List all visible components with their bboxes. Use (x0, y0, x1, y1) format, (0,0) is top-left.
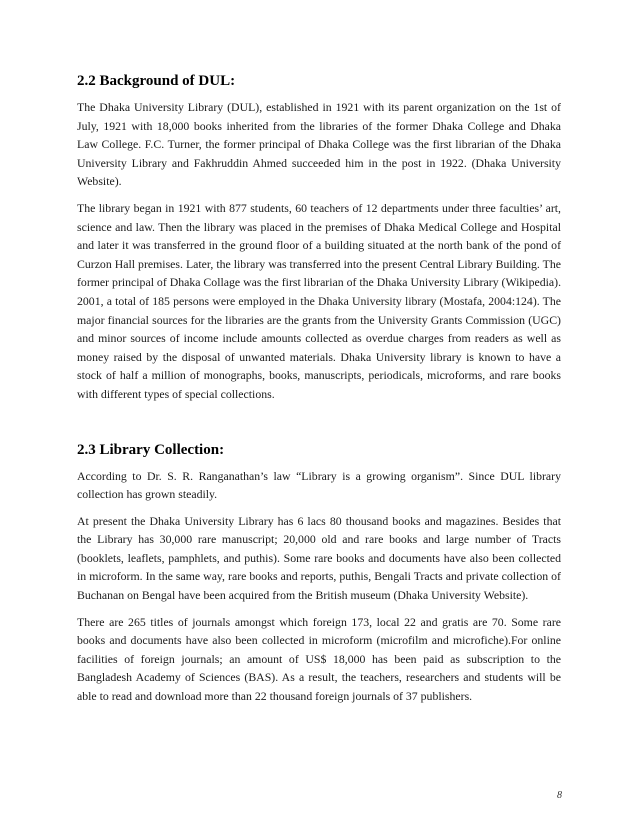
paragraph: According to Dr. S. R. Ranganathan’s law “Library is a growing organism”. Since DUL library collection has grown steadily. (77, 468, 561, 502)
section-background-of-dul (77, 72, 561, 404)
paragraph: The Dhaka University Library (DUL), established in 1921 with its parent organization on the 1st of July, 1921 with 18,000 books inherited from the libraries of the former Dhaka College and Dhaka Law College. F.C. Turner, the former principal of Dhaka College was the first librarian of the Dhaka University Library and Fakhruddin Ahmed succeeded him in the post in 1922. (Dhaka University Website). (77, 100, 561, 189)
section-heading: 2.3 Library Collection: (77, 441, 225, 458)
section-library-collection (77, 441, 561, 706)
section-heading: 2.2 Background of DUL: (77, 73, 236, 89)
paragraph: The library began in 1921 with 877 students, 60 teachers of 12 departments under three faculties’ art, science and law. Then the library was placed in the premises of Dhaka Medical College and Hospital and later it was transferred in the ground floor of a building situated at the north bank of the pond of Curzon Hall premises. Later, the library was transferred into the present Central Library Building. The former principal of Dhaka Collage was the first librarian of the Dhaka University Library (Wikipedia). 2001, a total of 185 persons were employed in the Dhaka University library (Mostafa, 2004:124). The major financial sources for the libraries are the grants from the University Grants Commission (UGC) and minor sources of income include amounts collected as overdue charges from readers as well as money raised by the disposal of unwanted materials. Dhaka University library is known to have a stock of half a million of monographs, books, manuscripts, periodicals, microforms, and rare books with different types of special collections. (77, 200, 562, 401)
section-spacer (77, 412, 561, 441)
page-number: 8 (557, 790, 562, 801)
paragraph: At present the Dhaka University Library has 6 lacs 80 thousand books and magazines. Besides that the Library has 30,000 rare manuscript; 20,000 old and rare books and large number of Tracts (booklets, leaflets, pamphlets, and puthis). Some rare books and documents have also been collected in microform. In the same way, rare books and reports, puthis, Bengali Tracts and private collection of Buchanan on Bengal have been acquired from the British museum (Dhaka University Website). (77, 513, 561, 603)
paragraph: There are 265 titles of journals amongst which foreign 173, local 22 and gratis are 70. Some rare books and documents have also been collected in microform (microfilm and microfiche).For online facilities of foreign journals; an amount of US$ 18,000 has been paid as subscription to the Bangladesh Academy of Sciences (BAS). As a result, the teachers, researchers and students will be able to read and download more than 22 thousand foreign journals of 37 publishers. (77, 614, 561, 704)
page-content (77, 72, 561, 714)
